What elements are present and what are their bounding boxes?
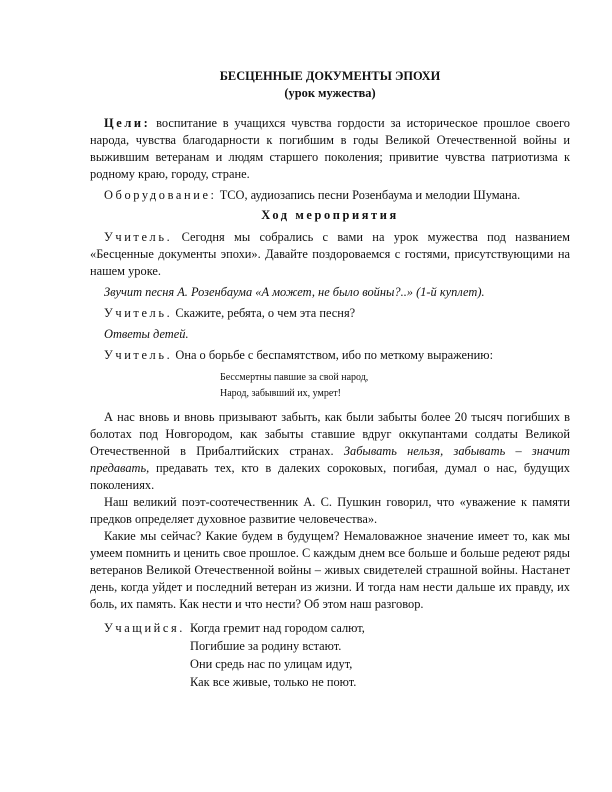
poem-speaker-label: Учащийся.	[104, 621, 186, 635]
equipment-paragraph	[90, 187, 570, 204]
goals-text: воспитание в учащихся чувства гордости за историческое прошлое своего народа, чувства благодарности к погибшим в годы Великой Отечественной войны и выжившим ветеранам и людям старшего поколения; привитие чувства патриотизма к родному краю, городу, стране.	[90, 116, 570, 181]
teacher-paragraph-2	[90, 305, 570, 322]
body-text: А нас вновь и вновь призывают забыть, как были забыты более 20 тысяч погибших в болотах под Новгородом, как забыты ставшие вдруг оккупантами солдаты Великой Отечественной в Прибалтийских странах.	[90, 410, 570, 458]
page-title: БЕСЦЕННЫЕ ДОКУМЕНТЫ ЭПОХИ	[219, 69, 441, 83]
poem-first-row	[90, 619, 570, 637]
song-note: Звучит песня А. Розенбаума «А может, не было войны?..» (1-й куплет).	[104, 285, 485, 299]
teacher-label: Учитель.	[104, 230, 173, 244]
body-paragraph-3: Какие мы сейчас? Какие будем в будущем? Немаловажное значение имеет то, как мы умеем помнить и ценить свое прошлое. С каждым днем все больше и больше редеют ряды ветеранов Великой Отечественной войны – живых свидетелей страшной войны. Настанет день, когда уйдет и последний ветеран из жизни. И тогда нам нести дальше их правду, их боль, их память. Как нести и что нести? Об этом наш разговор.	[90, 529, 570, 611]
poem-line: Погибшие за родину встают.	[190, 639, 342, 653]
poem-line: Когда гремит над городом салют,	[190, 621, 365, 635]
epigraph-quote	[220, 370, 570, 402]
teacher-text: Скажите, ребята, о чем эта песня?	[172, 306, 356, 320]
teacher-paragraph-1	[90, 229, 570, 280]
children-answers: Ответы детей.	[104, 327, 189, 341]
teacher-text: Сегодня мы собрались с вами на урок мужества под названием «Бесценные документы эпохи». Давайте поздороваемся с гостями, присутствующими на нашем уроке.	[90, 230, 570, 278]
teacher-text: Она о борьбе с беспамятством, ибо по меткому выражению:	[172, 348, 494, 362]
equipment-text: ТСО, аудиозапись песни Розенбаума и мелодии Шумана.	[216, 188, 521, 202]
body-paragraph-2: Наш великий поэт-соотечественник А. С. Пушкин говорил, что «уважение к памяти предков определяет духовное развитие человечества».	[90, 495, 570, 526]
body-text: предавать тех, кто в далеких сороковых, погибая, думал о нас, будущих поколениях.	[90, 461, 570, 492]
teacher-label: Учитель.	[104, 306, 173, 320]
page-subtitle: (урок мужества)	[284, 86, 376, 100]
poem-line: Как все живые, только не поют.	[190, 675, 357, 689]
teacher-paragraph-3	[90, 347, 570, 364]
body-paragraph-1	[90, 409, 570, 494]
goals-paragraph	[90, 115, 570, 183]
goals-label: Цели:	[104, 116, 151, 130]
body-italic-text: Забывать нельзя, забывать – значит предавать,	[90, 444, 570, 475]
quote-line: Народ, забывший их, умрет!	[220, 388, 341, 399]
equipment-label: Оборудование:	[104, 188, 217, 202]
section-heading: Ход мероприятия	[261, 208, 399, 222]
document-content	[90, 68, 570, 691]
poem-line: Они средь нас по улицам идут,	[190, 657, 353, 671]
quote-line: Бессмертны павшие за свой народ,	[220, 372, 369, 383]
teacher-label: Учитель.	[104, 348, 173, 362]
